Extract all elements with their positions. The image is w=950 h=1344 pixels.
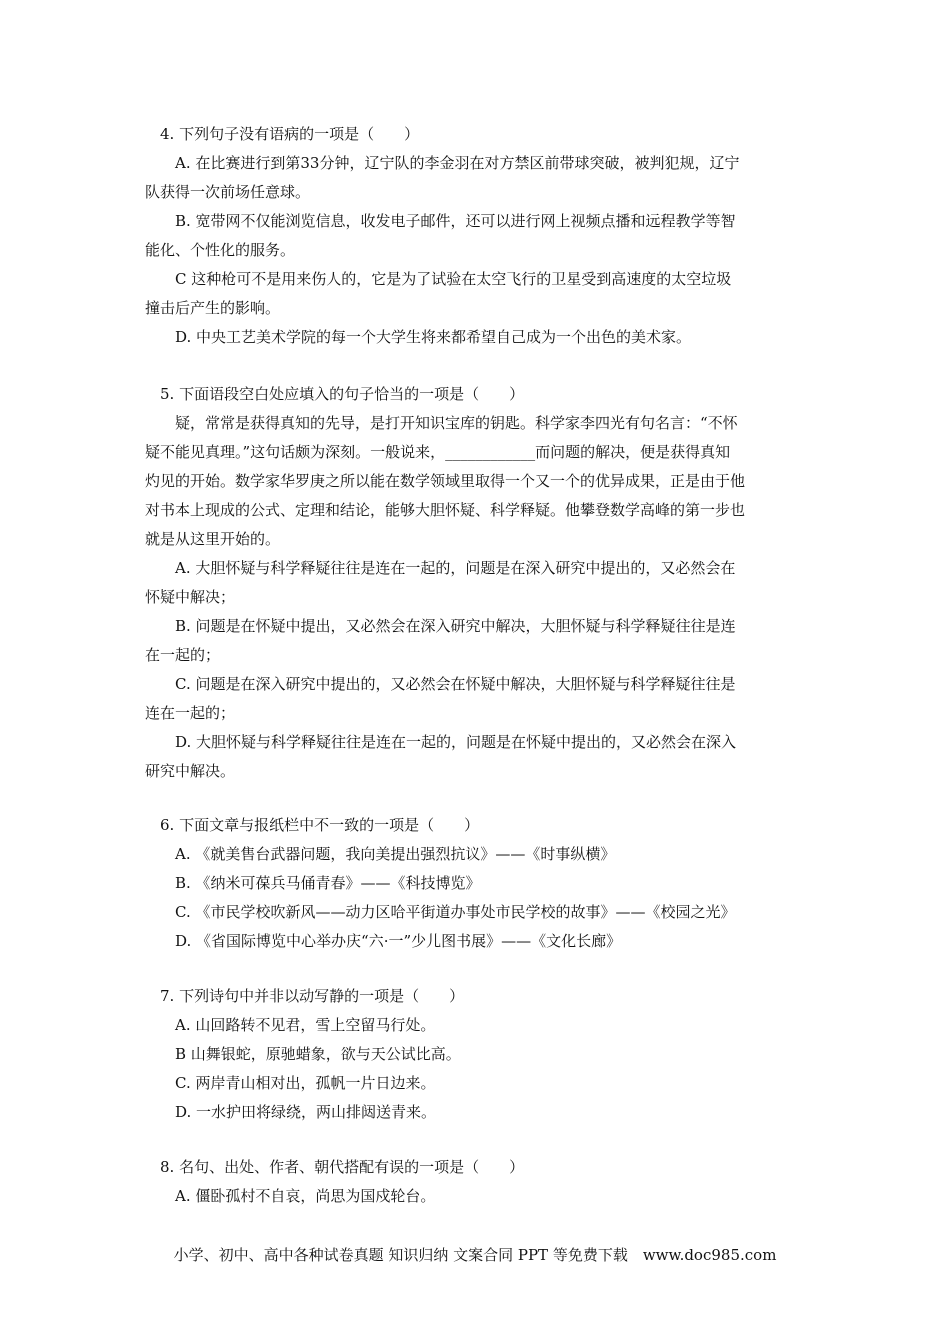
question-6-stem: 6. 下面文章与报纸栏中不一致的一项是（ ） [160,816,480,834]
q5-option-d-line2: 研究中解决。 [145,762,236,780]
q7-option-d: D. 一水护田将绿绕，两山排闼送青来。 [175,1103,437,1121]
q4-option-c-line1: C 这种枪可不是用来伤人的，它是为了试验在太空飞行的卫星受到高速度的太空垃圾 [175,270,732,288]
q8-option-a: A. 僵卧孤村不自哀，尚思为国戍轮台。 [175,1187,436,1205]
question-5 [145,380,815,786]
q5-option-a-line2: 怀疑中解决； [145,588,236,606]
q5-option-b-line2: 在一起的； [145,646,221,664]
question-4 [145,120,815,352]
q5-option-b-line1: B. 问题是在怀疑中提出，又必然会在深入研究中解决，大胆怀疑与科学释疑往往是连 [175,617,736,635]
q4-option-d: D. 中央工艺美术学院的每一个大学生将来都希望自己成为一个出色的美术家。 [175,328,692,346]
q7-option-b: B 山舞银蛇，原驰蜡象，欲与天公试比高。 [175,1045,461,1063]
question-7-stem: 7. 下列诗句中并非以动写静的一项是（ ） [160,987,465,1005]
question-6 [145,811,815,956]
q5-passage-line2: 疑不能见真理。”这句话颇为深刻。一般说来，____________而问题的解决，便是获得真知 [145,443,731,461]
q4-option-c-line2: 撞击后产生的影响。 [145,299,281,317]
q5-option-c-line1: C. 问题是在深入研究中提出的，又必然会在怀疑中解决，大胆怀疑与科学释疑往往是 [175,675,736,693]
q5-passage-line4: 对书本上现成的公式、定理和结论，能够大胆怀疑、科学释疑。他攀登数学高峰的第一步也 [145,501,746,519]
q5-option-a-line1: A. 大胆怀疑与科学释疑往往是连在一起的，问题是在深入研究中提出的，又必然会在 [175,559,736,577]
question-7 [145,982,815,1127]
q7-option-c: C. 两岸青山相对出，孤帆一片日边来。 [175,1074,436,1092]
question-5-stem: 5. 下面语段空白处应填入的句子恰当的一项是（ ） [160,385,525,403]
q6-option-d: D. 《省国际博览中心举办庆“六·一”少儿图书展》——《文化长廊》 [175,932,622,950]
question-8 [145,1153,815,1211]
question-8-stem: 8. 名句、出处、作者、朝代搭配有误的一项是（ ） [160,1158,525,1176]
q5-passage-line5: 就是从这里开始的。 [145,530,281,548]
q5-option-c-line2: 连在一起的； [145,704,236,722]
q4-option-b-line1: B. 宽带网不仅能浏览信息，收发电子邮件，还可以进行网上视频点播和远程教学等智 [175,212,736,230]
q7-option-a: A. 山回路转不见君，雪上空留马行处。 [175,1016,436,1034]
q5-passage-line1: 疑，常常是获得真知的先导，是打开知识宝库的钥匙。科学家李四光有句名言：“不怀 [175,414,738,432]
q4-option-a-line1: A. 在比赛进行到第33分钟，辽宁队的李金羽在对方禁区前带球突破，被判犯规，辽宁 [175,154,740,172]
q6-option-c: C. 《市民学校吹新风——动力区哈平街道办事处市民学校的故事》——《校园之光》 [175,903,736,921]
question-4-stem: 4. 下列句子没有语病的一项是（ ） [160,125,420,143]
q6-option-a: A. 《就美售台武器问题，我向美提出强烈抗议》——《时事纵横》 [175,845,616,863]
page-footer: 小学、初中、高中各种试卷真题 知识归纳 文案合同 PPT 等免费下载 www.doc985.com [173,1246,777,1264]
q4-option-b-line2: 能化、个性化的服务。 [145,241,296,259]
q5-option-d-line1: D. 大胆怀疑与科学释疑往往是连在一起的，问题是在怀疑中提出的，又必然会在深入 [175,733,737,751]
q5-passage-line3: 灼见的开始。数学家华罗庚之所以能在数学领域里取得一个又一个的优异成果，正是由于他 [145,472,746,490]
q4-option-a-line2: 队获得一次前场任意球。 [145,183,311,201]
q6-option-b: B. 《纳米可葆兵马俑青春》——《科技博览》 [175,874,481,892]
